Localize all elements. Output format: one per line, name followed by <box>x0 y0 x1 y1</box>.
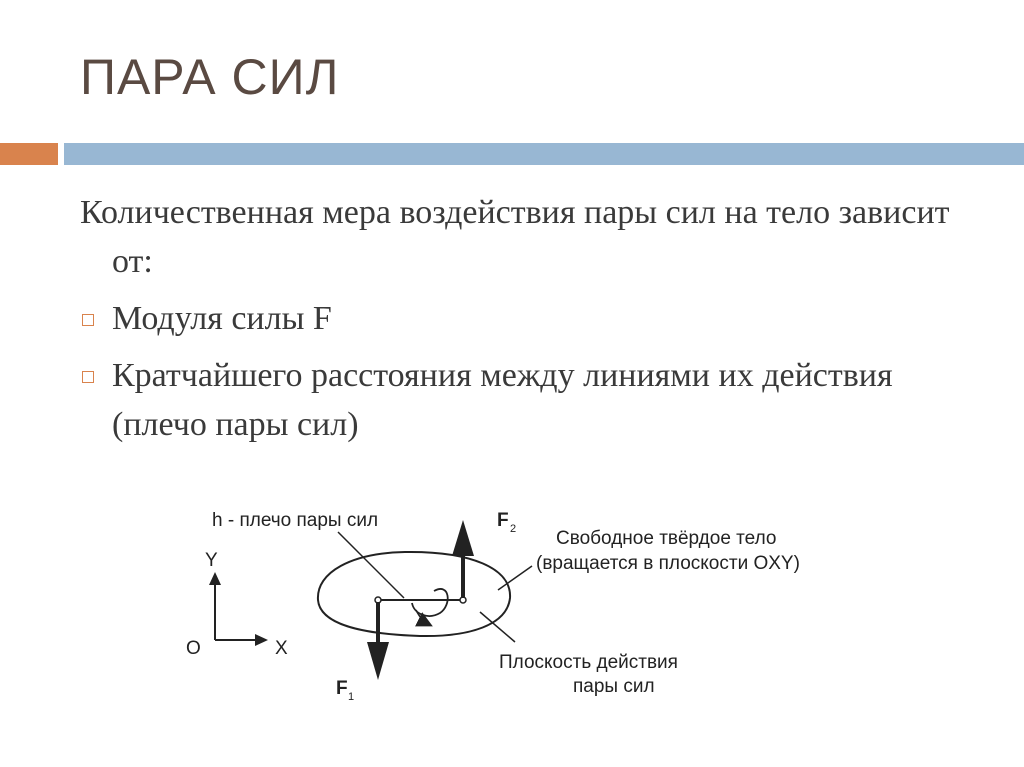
intro-paragraph: Количественная мера воздействия пары сил на тело зависит от: <box>80 194 950 280</box>
plane-label-line1: Плоскость действия <box>499 652 678 673</box>
coordinate-axes <box>186 550 288 659</box>
force-f1-arrow-icon <box>367 642 389 680</box>
rotation-arrow-icon <box>416 610 430 625</box>
bullet-text: Кратчайшего расстояния между линиями их действия (плечо пары сил) <box>112 357 893 443</box>
slide-title: ПАРА СИЛ <box>80 49 340 105</box>
axis-y-label: Y <box>205 550 218 571</box>
plane-label-line2: пары сил <box>573 676 655 697</box>
force-f1-label: F <box>336 678 348 699</box>
lever-arm-leader <box>338 532 404 598</box>
bullet-text: Модуля силы F <box>112 300 332 337</box>
force-f1-subscript: 1 <box>348 691 355 703</box>
body-label-line1: Свободное твёрдое тело <box>556 528 777 549</box>
lever-arm-label: h - плечо пары сил <box>212 510 379 531</box>
force-f2-arrow-icon <box>452 520 474 556</box>
y-axis-arrow-icon <box>209 572 221 585</box>
body-label-line2: (вращается в плоскости OXY) <box>536 553 800 574</box>
x-axis-arrow-icon <box>255 634 268 646</box>
axis-origin-label: O <box>186 638 201 659</box>
axis-x-label: X <box>275 638 288 659</box>
rigid-body-shape <box>318 552 510 636</box>
force-f2-subscript: 2 <box>510 523 517 535</box>
force-f2-label: F <box>497 510 509 531</box>
